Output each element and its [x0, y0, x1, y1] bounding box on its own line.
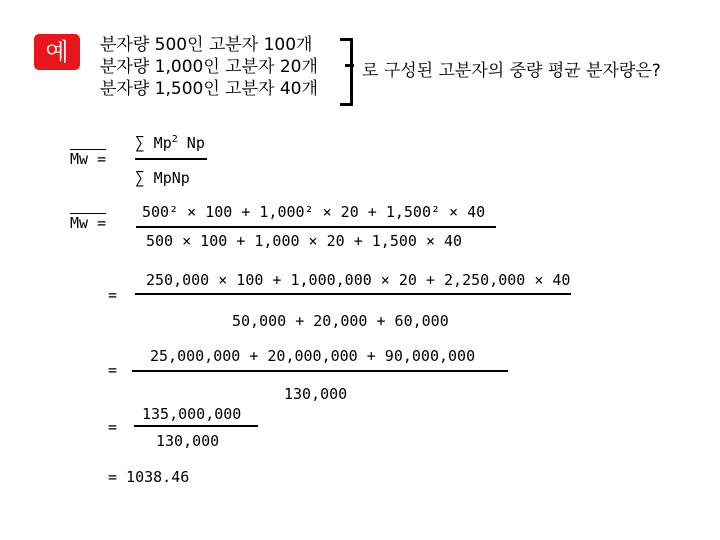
condition-line-3: 분자량 1,500인 고분자 40개: [100, 79, 318, 99]
condition-line-2: 분자량 1,000인 고분자 20개: [100, 57, 318, 77]
question-text: 로 구성된 고분자의 중량 평균 분자량은?: [362, 61, 661, 81]
formula-lhs: Mw =: [70, 150, 107, 168]
right-bracket: [340, 38, 353, 106]
bracket-dash: [345, 64, 354, 67]
step2-denominator: 50,000 + 20,000 + 60,000: [232, 312, 449, 330]
step1-lhs: Mw =: [70, 214, 107, 232]
step4-numerator: 135,000,000: [142, 405, 242, 423]
step4-lhs: =: [108, 418, 118, 436]
step1-fraction-bar: [136, 226, 496, 228]
formula-fraction-bar: [135, 158, 207, 160]
example-badge: 예: [34, 34, 80, 70]
numerator-np: Np: [186, 134, 205, 152]
step3-lhs: =: [108, 361, 118, 379]
step2-numerator: 250,000 × 100 + 1,000,000 × 20 + 2,250,000 × 40: [146, 271, 571, 289]
step1-numerator: 500² × 100 + 1,000² × 20 + 1,500² × 40: [142, 203, 486, 221]
condition-line-1: 분자량 500인 고분자 100개: [100, 35, 313, 55]
numerator-exponent: 2: [171, 134, 178, 145]
formula-denominator: [135, 168, 190, 187]
result-line: = 1038.46: [108, 468, 190, 486]
step2-fraction-bar: [135, 293, 571, 295]
sigma-symbol: ∑: [135, 133, 145, 152]
step2-lhs: =: [108, 286, 118, 304]
step3-numerator: 25,000,000 + 20,000,000 + 90,000,000: [150, 347, 476, 365]
step3-denominator: 130,000: [284, 385, 348, 403]
formula-numerator: [135, 133, 205, 152]
step4-fraction-bar: [134, 425, 258, 427]
step4-denominator: 130,000: [156, 432, 220, 450]
numerator-mp: Mp: [153, 134, 172, 152]
step3-fraction-bar: [132, 370, 508, 372]
sigma-symbol-den: ∑: [135, 168, 145, 187]
step1-denominator: 500 × 100 + 1,000 × 20 + 1,500 × 40: [146, 232, 463, 250]
denominator-mpnp: MpNp: [153, 169, 190, 187]
